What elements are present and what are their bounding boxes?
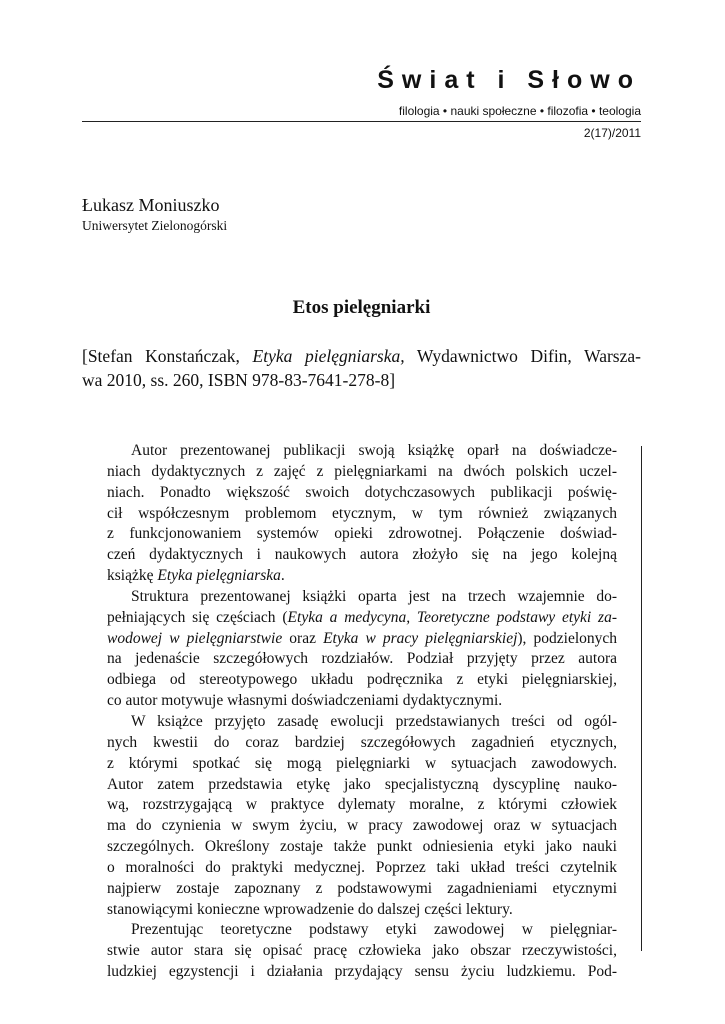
body-line	[107, 566, 617, 587]
book-ref-suffix: Wydawnictwo Difin, Warsza-	[404, 346, 641, 366]
body-line: Autor zatem przedstawia etykę jako specjalistyczną dyscyplinę nauko-	[107, 775, 617, 793]
book-reference-line-1	[82, 344, 641, 368]
body-text-fragment: .	[280, 567, 285, 585]
body-line: ludzkiej egzystencji i działania przydający sensu życiu ludzkiemu. Pod-	[107, 963, 617, 981]
journal-title: Świat i Słowo	[377, 66, 641, 94]
body-line: co autor motywuje własnymi doświadczeniami dydaktycznymi.	[107, 692, 503, 710]
issue-number: 2(17)/2011	[583, 126, 641, 140]
body-line: wą, rozstrzygającą w praktyce dylematy moralne, z którymi człowiek	[107, 796, 617, 814]
body-line: najpierw zostaje zapoznany z podstawowymi zagadnieniami etycznymi	[107, 879, 617, 897]
body-text-fragment: książkę	[107, 567, 158, 585]
margin-rule	[641, 446, 642, 951]
body-line: czeń dydaktycznych i naukowych autora złożyło się na jego kolejną	[107, 546, 617, 564]
body-line: W książce przyjęto zasadę ewolucji przedstawianych treści od ogól-	[131, 712, 617, 730]
body-line: na jedenaście szczegółowych rozdziałów. Podział przyjęty przez autora	[107, 650, 617, 668]
body-text-fragment: ), podzielonych	[517, 629, 618, 647]
book-reference	[82, 344, 641, 392]
article-title: Etos pielęgniarki	[292, 297, 431, 318]
journal-subtitle: filologia • nauki społeczne • filozofia • teologia	[398, 104, 641, 118]
body-line: stwie autor stara się opisać pracę człowieka jako obszar rzeczywistości,	[107, 942, 617, 960]
body-line: stanowiącymi konieczne wprowadzenie do dalszej części lektury.	[107, 900, 513, 918]
part-title-italic: wodowej w pielęgniarstwie	[107, 629, 283, 647]
author-name: Łukasz Moniuszko	[82, 195, 220, 215]
body-line: o moralności do praktyki medycznej. Poprzez taki układ treści czytelnik	[107, 858, 617, 876]
author-affiliation: Uniwersytet Zielonogórski	[82, 218, 228, 233]
book-ref-prefix: [Stefan Konstańczak,	[82, 346, 253, 366]
body-line: cił współczesnym problemom etycznym, w tym również związanych	[107, 504, 617, 522]
header-divider	[82, 121, 641, 122]
body-line: odbiega od stereotypowego układu podręcznika z etyki pielęgniarskiej,	[107, 671, 617, 689]
book-ref-title: Etyka pielęgniarska,	[252, 346, 405, 366]
body-line	[107, 608, 617, 629]
body-text-fragment: oraz	[282, 629, 324, 647]
body-line: nych kwestii do coraz bardziej szczegółowych zagadnień etycznych,	[107, 733, 617, 751]
body-line	[107, 629, 617, 650]
body-line: z funkcjonowaniem systemów opieki zdrowotnej. Połączenie doświad-	[107, 525, 617, 543]
part-title-italic: Etyka a medycyna, Teoretyczne podstawy etyki za-	[287, 608, 617, 626]
body-line: niach dydaktycznych z zajęć z pielęgniarkami na dwóch polskich uczel-	[107, 462, 617, 480]
book-reference-line-2: wa 2010, ss. 260, ISBN 978-83-7641-278-8]	[82, 370, 396, 390]
body-line: niach. Ponadto większość swoich dotychczasowych publikacji poświę-	[107, 483, 617, 501]
body-line: z którymi spotkać się mogą pielęgniarki w sytuacjach zawodowych.	[107, 754, 617, 772]
part-title-italic: Etyka w pracy pielęgniarskiej	[323, 629, 518, 647]
body-line: Struktura prezentowanej książki oparta jest na trzech wzajemnie do-	[131, 587, 617, 605]
body-line: Autor prezentowanej publikacji swoją książkę oparł na doświadcze-	[131, 442, 617, 459]
body-line: Prezentując teoretyczne podstawy etyki zawodowej w pielęgniar-	[131, 921, 617, 939]
article-body	[107, 441, 617, 983]
body-line: szczególnych. Określony zostaje także punkt odniesienia etyki jako nauki	[107, 838, 617, 856]
body-text-fragment: pełniających się częściach (	[107, 608, 288, 626]
book-title-italic: Etyka pielęgniarska	[157, 567, 281, 585]
body-line: ma do czynienia w swym życiu, w pracy zawodowej oraz w sytuacjach	[107, 817, 617, 835]
